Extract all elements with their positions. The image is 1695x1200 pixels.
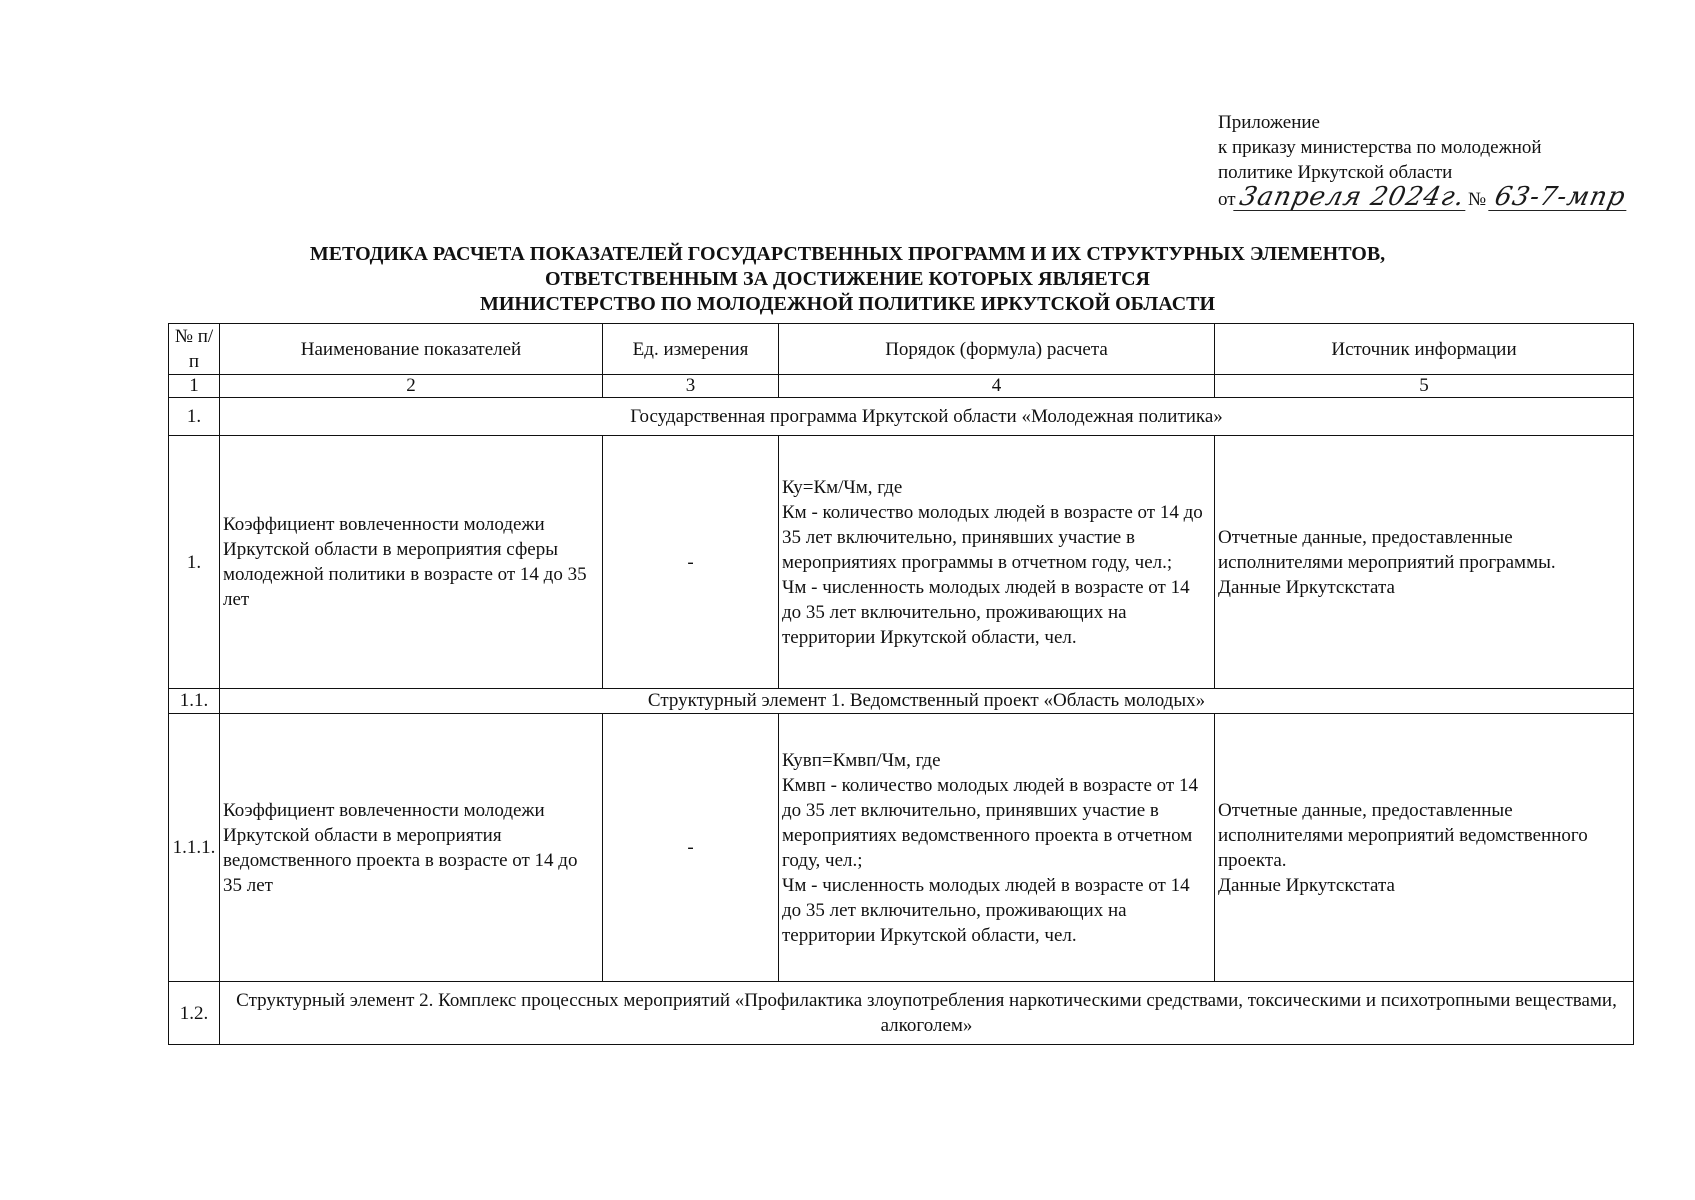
row-number: 1. xyxy=(169,436,220,689)
indicator-name: Коэффициент вовлеченности молодежи Иркутской области в мероприятия ведомственного проекта в возрасте от 14 до 35 лет xyxy=(220,714,603,982)
title-line-2: ОТВЕТСТВЕННЫМ ЗА ДОСТИЖЕНИЕ КОТОРЫХ ЯВЛЯЕТСЯ xyxy=(545,268,1150,290)
section-title: Структурный элемент 1. Ведомственный проект «Область молодых» xyxy=(220,689,1634,714)
title-line-1: МЕТОДИКА РАСЧЕТА ПОКАЗАТЕЛЕЙ ГОСУДАРСТВЕННЫХ ПРОГРАММ И ИХ СТРУКТУРНЫХ ЭЛЕМЕНТОВ, xyxy=(309,243,1386,265)
indicator-name: Коэффициент вовлеченности молодежи Иркутской области в мероприятия сферы молодежной политики в возрасте от 14 до 35 лет xyxy=(220,436,603,689)
section-row xyxy=(169,689,1634,714)
appendix-order-line: к приказу министерства по молодежной xyxy=(1218,137,1542,158)
row-number: 1.1.1. xyxy=(169,714,220,982)
appendix-date-number-line xyxy=(1218,182,1629,212)
section-row xyxy=(169,398,1634,436)
header-unit: Ед. измерения xyxy=(603,324,779,375)
section-number: 1.1. xyxy=(169,689,220,714)
indicator-unit: - xyxy=(603,714,779,982)
indicator-source: Отчетные данные, предоставленные исполнителями мероприятий программы. Данные Иркутскстата xyxy=(1215,436,1634,689)
number-prefix: № xyxy=(1468,189,1487,210)
table-row xyxy=(169,436,1634,689)
section-title: Структурный элемент 2. Комплекс процессных мероприятий «Профилактика злоупотребления наркотическими средствами, токсическими и психотропными веществами, алкоголем» xyxy=(220,982,1634,1045)
document-title xyxy=(0,242,1695,317)
appendix-block xyxy=(1218,110,1629,212)
appendix-ministry-line: политике Иркутской области xyxy=(1218,162,1453,183)
column-number: 4 xyxy=(779,375,1215,398)
header-formula: Порядок (формула) расчета xyxy=(779,324,1215,375)
column-number: 1 xyxy=(169,375,220,398)
from-prefix: от xyxy=(1218,189,1236,210)
header-name: Наименование показателей xyxy=(220,324,603,375)
indicator-formula: Ку=Км/Чм, где Км - количество молодых людей в возрасте от 14 до 35 лет включительно, принявших участие в мероприятиях программы в отчетном году, чел.; Чм - численность молодых людей в возрасте от 14 до 35 лет включительно, проживающих на территории Иркутской области, чел. xyxy=(779,436,1215,689)
handwritten-number: 63-7-мпр xyxy=(1488,185,1632,211)
handwritten-date: 3апреля 2024г. xyxy=(1233,185,1471,211)
appendix-label: Приложение xyxy=(1218,112,1320,133)
column-number: 2 xyxy=(220,375,603,398)
section-title: Государственная программа Иркутской области «Молодежная политика» xyxy=(220,398,1634,436)
indicators-table xyxy=(168,323,1634,1045)
indicator-formula: Кувп=Кмвп/Чм, где Кмвп - количество молодых людей в возрасте от 14 до 35 лет включительно, принявших участие в мероприятиях ведомственного проекта в отчетном году, чел.; Чм - численность молодых людей в возрасте от 14 до 35 лет включительно, проживающих на территории Иркутской области, чел. xyxy=(779,714,1215,982)
table-row xyxy=(169,714,1634,982)
section-number: 1. xyxy=(169,398,220,436)
indicator-source: Отчетные данные, предоставленные исполнителями мероприятий ведомственного проекта. Данные Иркутскстата xyxy=(1215,714,1634,982)
section-row xyxy=(169,982,1634,1045)
section-number: 1.2. xyxy=(169,982,220,1045)
header-source: Источник информации xyxy=(1215,324,1634,375)
header-number: № п/п xyxy=(169,324,220,375)
column-numbers-row xyxy=(169,375,1634,398)
indicator-unit: - xyxy=(603,436,779,689)
column-number: 5 xyxy=(1215,375,1634,398)
title-line-3: МИНИСТЕРСТВО ПО МОЛОДЕЖНОЙ ПОЛИТИКЕ ИРКУТСКОЙ ОБЛАСТИ xyxy=(479,293,1216,315)
table-header-row xyxy=(169,324,1634,375)
column-number: 3 xyxy=(603,375,779,398)
